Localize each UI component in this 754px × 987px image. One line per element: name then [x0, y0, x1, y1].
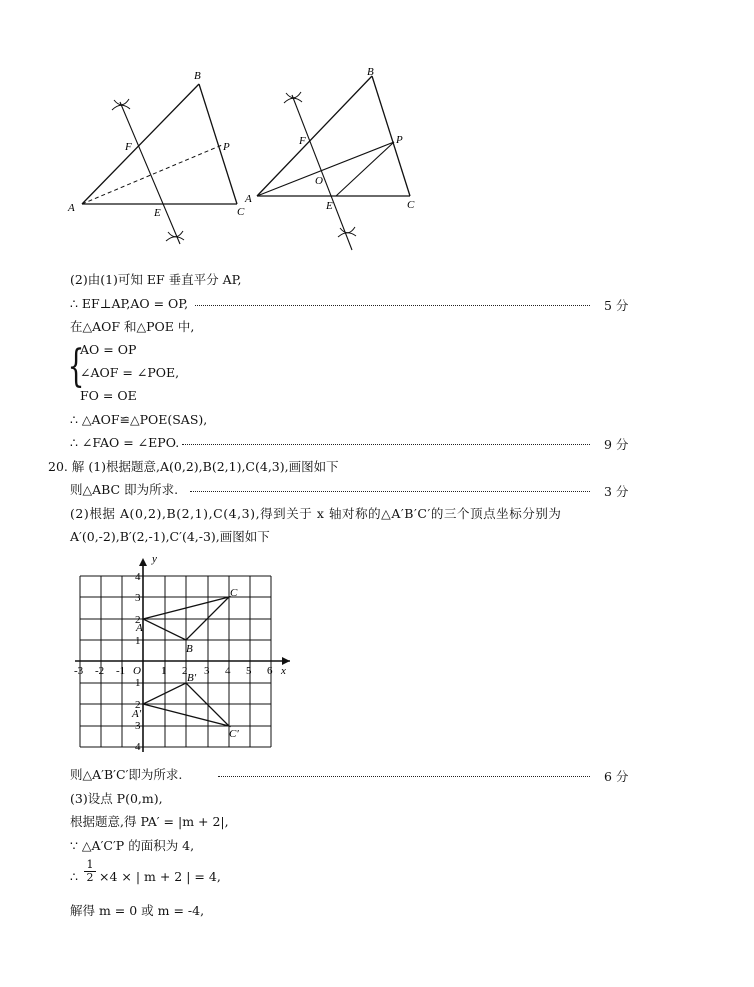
line-perpendicular: ∴ EF⊥AP,AO = OP,	[70, 296, 189, 311]
line-abc-answer: 则△ABC 即为所求.	[70, 482, 179, 497]
fig2-label-F: F	[299, 135, 306, 147]
dots-leader-2	[182, 444, 590, 445]
dots-leader-1	[195, 305, 590, 306]
x-tick: -2	[95, 665, 105, 677]
y-tick: 3	[135, 592, 141, 604]
condition-ao-op: AO = OP	[80, 342, 137, 357]
x-tick: 4	[225, 665, 231, 677]
line-a2b2c2-answer: 则△A′B′C′即为所求.	[70, 767, 183, 782]
fig2-label-E: E	[326, 200, 333, 212]
fraction-one-half	[84, 859, 96, 884]
x-tick: 6	[267, 665, 273, 677]
figure-triangle-2	[240, 62, 420, 262]
dots-leader-4	[218, 776, 590, 777]
y-tick: 1	[135, 677, 141, 689]
x-tick: 3	[204, 665, 210, 677]
fig1-label-E: E	[154, 207, 161, 219]
point-label-B: B	[186, 643, 193, 655]
y-tick: 1	[135, 635, 141, 647]
x-tick: -1	[116, 665, 126, 677]
point-label-A: A	[136, 622, 143, 634]
point-label-B-prime: B′	[187, 672, 197, 684]
line-area-equation: ×4 × | m + 2 | = 4,	[99, 869, 221, 884]
fraction-denominator: 2	[84, 871, 96, 884]
axis-label-x: x	[281, 665, 286, 677]
score-9: 9 分	[604, 437, 629, 452]
y-tick: 4	[135, 571, 141, 583]
line-symmetric-desc: (2)根据 A(0,2),B(2,1),C(4,3),得到关于 x 轴对称的△A′B′C′的三个顶点坐标分别为	[70, 506, 562, 521]
line-q20-solution: 20. 解 (1)根据题意,A(0,2),B(2,1),C(4,3),画图如下	[48, 459, 339, 474]
fig2-label-A: A	[245, 193, 252, 205]
score-6: 6 分	[604, 769, 629, 784]
fig1-label-A: A	[68, 202, 75, 214]
y-tick: 4	[135, 741, 141, 753]
line-therefore: ∴	[70, 869, 78, 884]
line-proof-start: (2)由(1)可知 EF 垂直平分 AP,	[70, 272, 242, 287]
system-brace: {	[67, 341, 85, 392]
fig2-label-O: O	[315, 175, 323, 187]
condition-angle: ∠AOF = ∠POE,	[80, 365, 180, 380]
line-set-point-p: (3)设点 P(0,m),	[70, 791, 163, 806]
y-tick: 3	[135, 720, 141, 732]
line-area-given: ∵ △A′C′P 的面积为 4,	[70, 838, 195, 853]
x-tick: 2	[182, 665, 188, 677]
line-in-triangles: 在△AOF 和△POE 中,	[70, 319, 195, 334]
condition-fo-oe: FO = OE	[80, 388, 137, 403]
figure-triangle-1	[60, 62, 260, 252]
line-pa-prime: 根据题意,得 PA′ = |m + 2|,	[70, 814, 229, 829]
fraction-numerator: 1	[86, 858, 94, 871]
x-tick: 1	[161, 665, 167, 677]
fig1-label-C: C	[237, 206, 245, 218]
line-symmetric-coords: A′(0,-2),B′(2,-1),C′(4,-3),画图如下	[70, 529, 270, 544]
score-3: 3 分	[604, 484, 629, 499]
y-tick: 2	[135, 614, 141, 626]
line-congruent: ∴ △AOF≌△POE(SAS),	[70, 412, 208, 427]
line-angle-equal: ∴ ∠FAO = ∠EPO.	[70, 435, 180, 450]
fig1-label-P: P	[223, 141, 230, 153]
fig2-label-B: B	[367, 66, 374, 78]
y-tick: 2	[135, 699, 141, 711]
dots-leader-3	[190, 491, 590, 492]
x-tick: -3	[74, 665, 84, 677]
line-solution-m: 解得 m = 0 或 m = -4,	[70, 903, 205, 918]
coordinate-grid	[70, 548, 300, 758]
axis-label-y: y	[152, 553, 157, 565]
point-label-C: C	[230, 587, 238, 599]
fig2-label-C: C	[407, 199, 415, 211]
fig1-label-F: F	[125, 141, 132, 153]
score-5: 5 分	[604, 298, 629, 313]
point-label-C-prime: C′	[229, 728, 239, 740]
fig2-label-P: P	[396, 134, 403, 146]
origin-label: O	[133, 665, 141, 677]
point-label-A-prime: A′	[132, 708, 142, 720]
fig1-label-B: B	[194, 70, 201, 82]
x-tick: 5	[246, 665, 252, 677]
